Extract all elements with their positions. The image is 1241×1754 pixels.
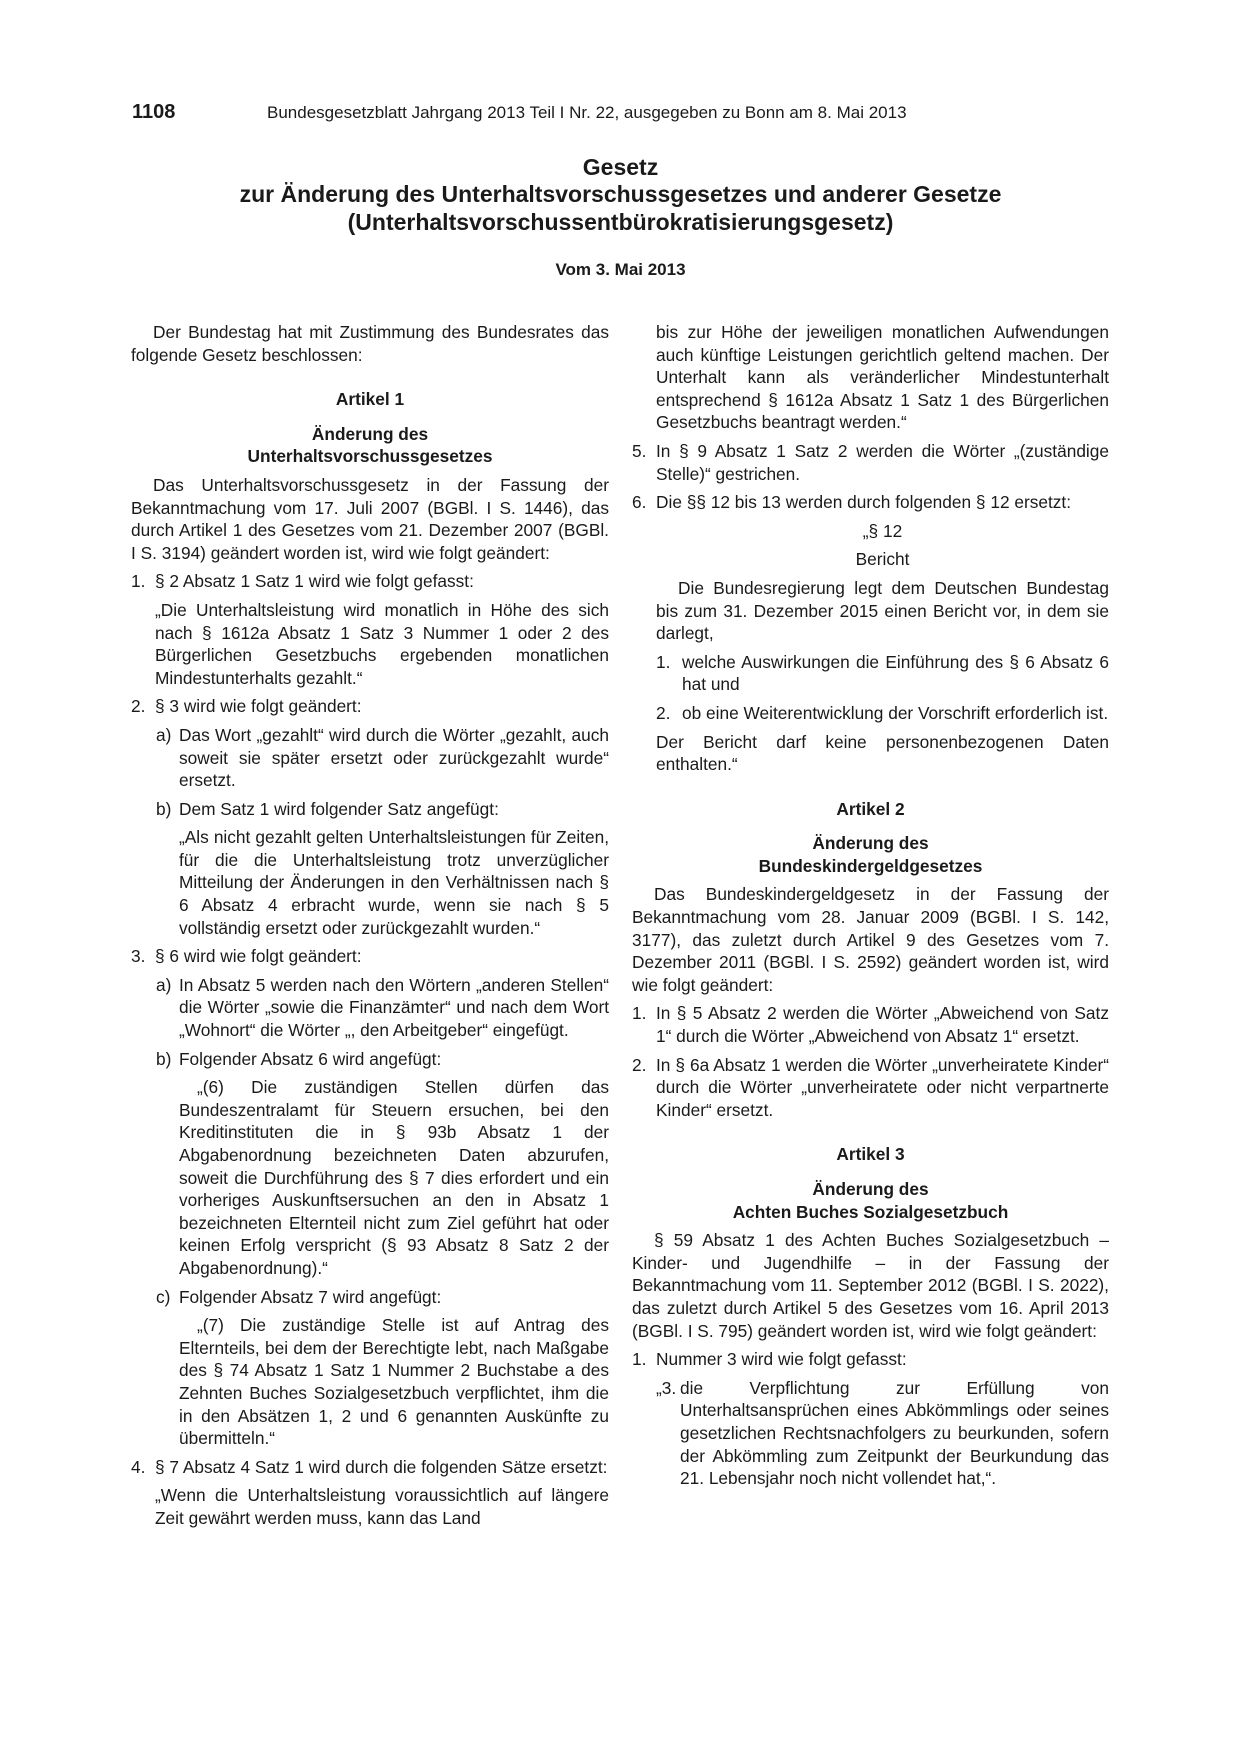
item-4-quote: „Wenn die Unterhaltsleistung voraussichtlich auf längere Zeit gewährt werden muss, kann das Land <box>155 1485 609 1528</box>
item-text: Die §§ 12 bis 13 werden durch folgenden § 12 ersetzt: <box>656 492 1072 513</box>
quote-number: „3. <box>656 1377 677 1398</box>
item-3c-quote: „(7) Die zuständige Stelle ist auf Antrag des Elternteils, bei dem der Berechtigte lebt, nach Maßgabe des § 74 Absatz 1 Satz 1 Nummer 2 Buchstabe a des Zehnten Buches Sozialgesetzbuch verpflichtet, ihm die in den Absätzen 1, 2 und 6 genannten Auskünfte zu übermitteln.“ <box>179 1315 609 1449</box>
article-2-title-line2: Bundeskindergeldgesetzes <box>758 855 983 876</box>
item-2b-quote: „Als nicht gezahlt gelten Unterhaltsleistungen für Zeiten, für die die Unterhaltsleistung trotz unverzüglicher Mitteilung der Änderungen in den Verhältnissen nach § 6 Absatz 4 erbracht wurde, wenn sie nach § 5 vollständig ersetzt oder zurückgezahlt wurden.“ <box>179 827 609 938</box>
section-12-text: Die Bundesregierung legt dem Deutschen Bundestag bis zum 31. Dezember 2015 einen Bericht vor, in dem sie darlegt, <box>656 577 1109 644</box>
article-2-label: Artikel 2 <box>836 798 905 819</box>
law-title-line2: zur Änderung des Unterhaltsvorschussgesetzes und anderer Gesetze <box>239 181 1002 207</box>
section-12-title: Bericht <box>855 549 910 570</box>
article-3-label: Artikel 3 <box>836 1144 905 1165</box>
law-date: Vom 3. Mai 2013 <box>555 260 686 279</box>
item-2 <box>131 695 609 718</box>
section-12-heading: „§ 12 <box>862 520 903 541</box>
page-number: 1108 <box>132 101 176 123</box>
item-4-quote-continued: bis zur Höhe der jeweiligen monatlichen Aufwendungen auch künftige Leistungen gerichtlich geltend machen. Der Unterhalt kann als veränderlicher Mindestunterhalt entsprechend § 1612a Absatz 1 Satz 1 des Bürgerlichen Gesetzbuchs beantragt werden.“ <box>656 322 1109 433</box>
item-3b-quote: „(6) Die zuständigen Stellen dürfen das Bundeszentralamt für Steuern ersuchen, bei den Kreditinstituten die in § 93b Absatz 1 der Abgabenordnung bezeichneten Daten abzurufen, soweit die Durchführung des § 7 dies erfordert und ein vorheriges Auskunftsersuchen an den in Absatz 1 bezeichneten Elternteil nicht zum Ziel geführt hat oder keinen Erfolg verspricht (§ 93 Absatz 8 Satz 2 der Abgabenordnung).“ <box>179 1077 609 1278</box>
subitem-letter: b) <box>156 798 172 819</box>
subitem-text: Dem Satz 1 wird folgender Satz angefügt: <box>179 798 499 819</box>
subitem-text: Folgender Absatz 6 wird angefügt: <box>179 1048 442 1069</box>
article-3-title-line2: Achten Buches Sozialgesetzbuch <box>732 1201 1009 1222</box>
left-column <box>131 321 609 1536</box>
subitem-text: In Absatz 5 werden nach den Wörtern „anderen Stellen“ die Wörter „sowie die Finanzämter“ und nach dem Wort „Wohnort“ die Wörter „, den Arbeitgeber“ eingefügt. <box>179 974 609 1041</box>
article-1-title-line1: Änderung des <box>311 423 429 444</box>
item-text: In § 6a Absatz 1 werden die Wörter „unverheiratete Kinder“ durch die Wörter „unverheiratete oder nicht verpartnerte Kinder“ ersetzt. <box>656 1054 1109 1120</box>
subitem-letter: a) <box>156 974 172 995</box>
section-12-point-2 <box>632 702 1109 725</box>
quote-text: die Verpflichtung zur Erfüllung von Unterhaltsansprüchen eines Abkömmlings oder seines gesetzlichen Rechtsnachfolgers zu beurkunden, sofern der Abkömmling zum Zeitpunkt der Beurkundung das 21. Lebensjahr noch nicht vollendet hat,“. <box>680 1377 1109 1489</box>
item-text: In § 9 Absatz 1 Satz 2 werden die Wörter „(zuständige Stelle)“ gestrichen. <box>656 440 1109 484</box>
article-3-item-1-quote <box>632 1377 1109 1490</box>
article-1-label: Artikel 1 <box>335 389 405 410</box>
item-number: 1. <box>131 571 146 592</box>
article-1-title-line2: Unterhaltsvorschussgesetzes <box>247 446 493 467</box>
item-text: § 2 Absatz 1 Satz 1 wird wie folgt gefasst: <box>155 571 474 592</box>
item-3c <box>131 1286 609 1309</box>
item-6 <box>632 491 1109 514</box>
item-2a <box>131 724 609 792</box>
law-title-line1: Gesetz <box>582 154 659 180</box>
item-number: 5. <box>632 440 647 461</box>
subitem-text: Das Wort „gezahlt“ wird durch die Wörter „gezahlt, auch soweit sie später ersetzt oder zurückgezahlt wurde“ ersetzt. <box>179 724 609 791</box>
item-1 <box>131 570 609 593</box>
item-number: 1. <box>632 1003 647 1024</box>
subitem-text: Folgender Absatz 7 wird angefügt: <box>179 1286 442 1307</box>
enactment-clause: Der Bundestag hat mit Zustimmung des Bundesrates das folgende Gesetz beschlossen: <box>131 322 609 365</box>
subitem-letter: c) <box>156 1286 171 1307</box>
item-number: 4. <box>131 1456 146 1477</box>
item-3b <box>131 1048 609 1071</box>
item-4 <box>131 1456 609 1479</box>
point-text: ob eine Weiterentwicklung der Vorschrift erforderlich ist. <box>682 702 1109 723</box>
article-2-item-1 <box>632 1002 1109 1047</box>
article-2-title-line1: Änderung des <box>812 833 929 854</box>
item-text: Nummer 3 wird wie folgt gefasst: <box>656 1349 907 1370</box>
item-2b <box>131 798 609 821</box>
item-number: 2. <box>632 1054 647 1075</box>
item-3a <box>131 974 609 1042</box>
article-3-title-line1: Änderung des <box>812 1179 929 1199</box>
running-header: Bundesgesetzblatt Jahrgang 2013 Teil I Nr. 22, ausgegeben zu Bonn am 8. Mai 2013 <box>267 103 907 122</box>
section-12-point-1 <box>632 651 1109 696</box>
item-number: 1. <box>632 1349 647 1370</box>
item-text: In § 5 Absatz 2 werden die Wörter „Abweichend von Satz 1“ durch die Wörter „Abweichend von Absatz 1“ ersetzt. <box>656 1003 1109 1047</box>
item-number: 6. <box>632 492 647 513</box>
item-number: 2. <box>131 696 146 717</box>
item-1-quote: „Die Unterhaltsleistung wird monatlich in Höhe des sich nach § 1612a Absatz 1 Satz 3 Nummer 1 oder 2 des Bürgerlichen Gesetzbuchs ergebenden monatlichen Mindestunterhalts gezahlt.“ <box>155 599 609 688</box>
item-3 <box>131 945 609 968</box>
article-3-intro: § 59 Absatz 1 des Achten Buches Sozialgesetzbuch – Kinder- und Jugendhilfe – in der Fassung der Bekanntmachung vom 11. September 2012 (BGBl. I S. 2022), das zuletzt durch Artikel 5 des Gesetzes vom 16. April 2013 (BGBl. I S. 795) geändert worden ist, wird wie folgt geändert: <box>632 1230 1109 1341</box>
right-column <box>632 321 1109 1496</box>
point-number: 2. <box>656 702 671 723</box>
law-title-line3: (Unterhaltsvorschussentbürokratisierungsgesetz) <box>347 209 894 235</box>
article-2-item-2 <box>632 1054 1109 1122</box>
article-3-item-1 <box>632 1348 1109 1371</box>
item-number: 3. <box>131 946 146 967</box>
item-text: § 3 wird wie folgt geändert: <box>155 696 362 717</box>
subitem-letter: a) <box>156 724 172 745</box>
section-12-closing: Der Bericht darf keine personenbezogenen Daten enthalten.“ <box>656 731 1109 775</box>
point-number: 1. <box>656 651 671 672</box>
article-1-intro: Das Unterhaltsvorschussgesetz in der Fassung der Bekanntmachung vom 17. Juli 2007 (BGBl. I S. 1446), das durch Artikel 1 des Gesetzes vom 21. Dezember 2007 (BGBl. I S. 3194) geändert worden ist, wird wie folgt geändert: <box>131 474 609 563</box>
item-text: § 6 wird wie folgt geändert: <box>155 946 362 967</box>
item-5 <box>632 440 1109 485</box>
subitem-letter: b) <box>156 1048 172 1069</box>
point-text: welche Auswirkungen die Einführung des § 6 Absatz 6 hat und <box>682 651 1109 695</box>
article-2-intro: Das Bundeskindergeldgesetz in der Fassung der Bekanntmachung vom 28. Januar 2009 (BGBl. I S. 142, 3177), das zuletzt durch Artikel 9 des Gesetzes vom 7. Dezember 2011 (BGBl. I S. 2592) geändert worden ist, wird wie folgt geändert: <box>632 884 1109 995</box>
item-text: § 7 Absatz 4 Satz 1 wird durch die folgenden Sätze ersetzt: <box>155 1456 608 1477</box>
